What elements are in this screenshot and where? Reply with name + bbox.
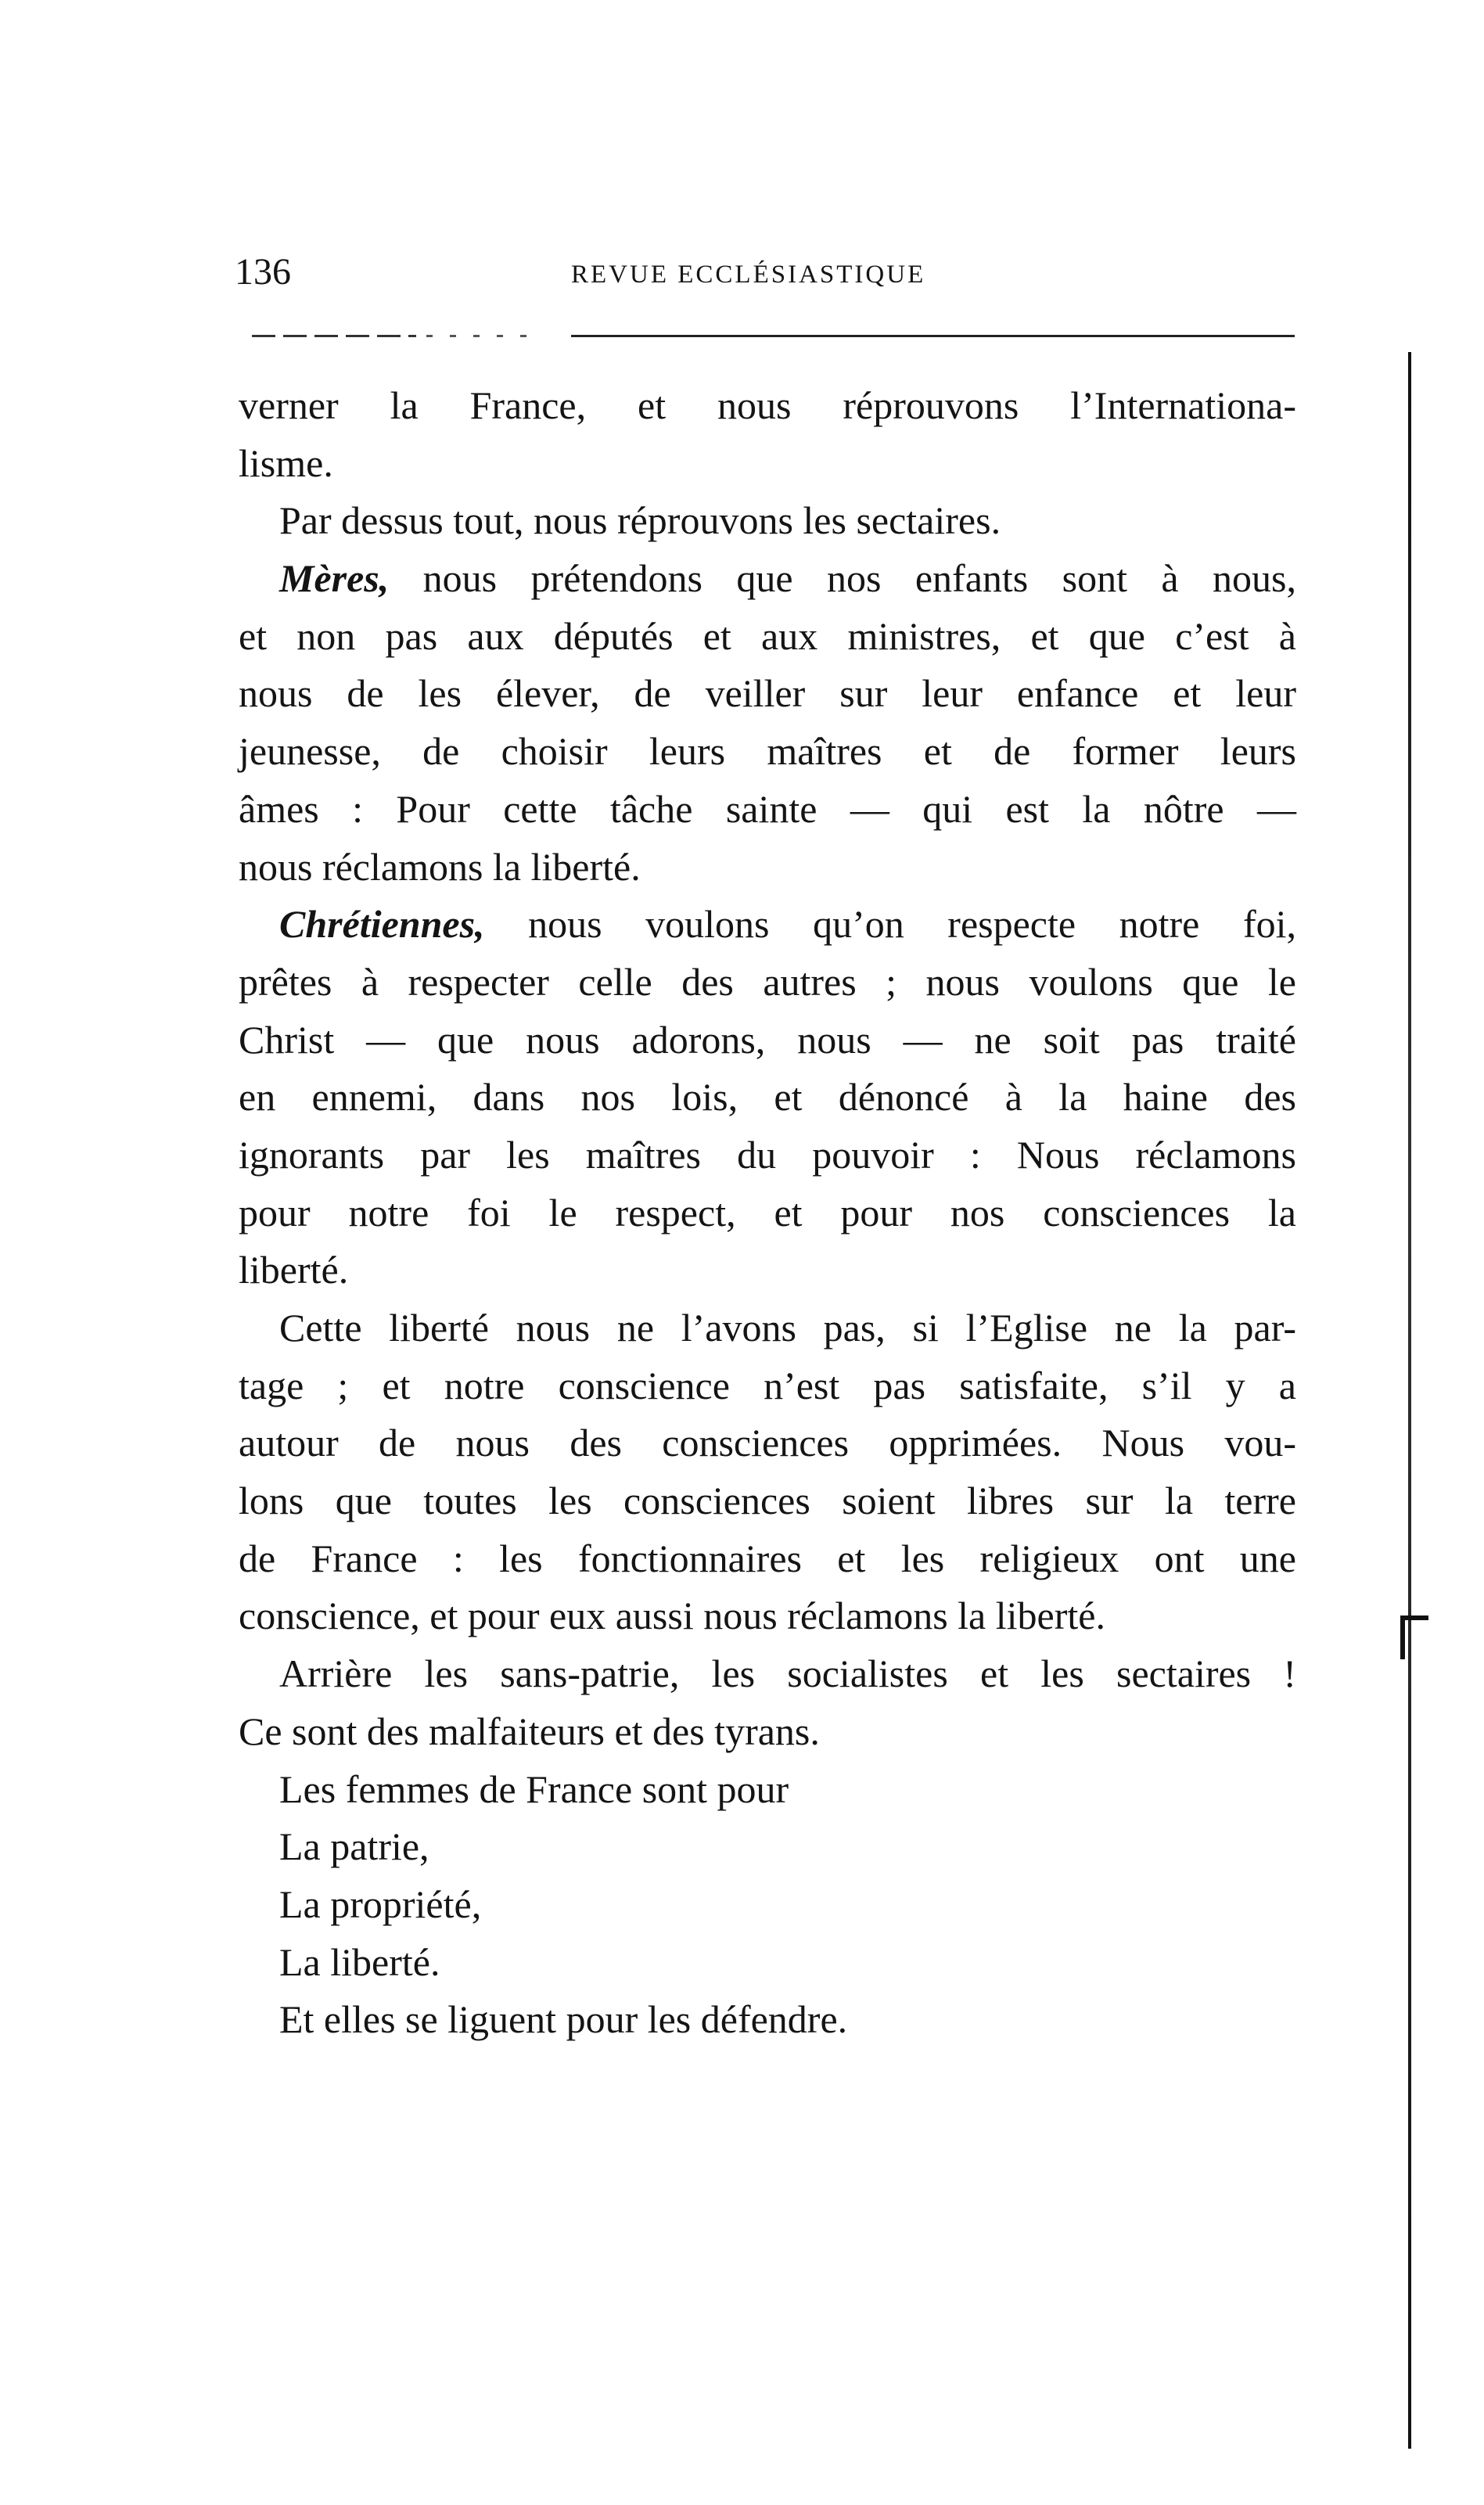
binding-mark — [1400, 1615, 1428, 1659]
list-line: La liberté. — [279, 1939, 440, 1984]
text-line: lons que toutes les consciences soient libres sur la terre — [239, 1479, 1296, 1523]
body-text — [239, 377, 1296, 2049]
header-rule-right — [571, 335, 1295, 337]
text-line: jeunesse, de choisir leurs maîtres et de former leurs — [239, 729, 1296, 774]
text-line — [239, 896, 1296, 954]
running-head: REVUE ECCLÉSIASTIQUE — [571, 261, 926, 289]
text-line: verner la France, et nous réprouvons l’Internationa- — [239, 383, 1296, 427]
text-line: ignorants par les maîtres du pouvoir : Nous réclamons — [239, 1132, 1296, 1177]
page-header — [235, 249, 1299, 296]
text-run: nous prétendons que nos enfants sont à nous, — [389, 556, 1296, 601]
list-line: La patrie, — [279, 1824, 429, 1869]
page-number: 136 — [235, 251, 291, 293]
header-rule-left — [252, 335, 416, 337]
text-line: Christ — que nous adorons, nous — ne soit pas traité — [239, 1017, 1296, 1062]
text-line: autour de nous des consciences opprimées. Nous vou- — [239, 1421, 1296, 1465]
text-run: nous voulons qu’on respecte notre foi, — [484, 902, 1296, 947]
header-rule-middle — [426, 335, 536, 337]
text-line: nous de les élever, de veiller sur leur enfance et leur — [239, 671, 1296, 716]
text-line: de France : les fonctionnaires et les religieux ont une — [239, 1536, 1296, 1580]
text-line: Arrière les sans-patrie, les socialistes et les sectaires ! — [279, 1651, 1296, 1696]
emphasis-lead: Mères, — [279, 556, 390, 601]
text-line: Par dessus tout, nous réprouvons les sectaires. — [279, 498, 1001, 543]
text-line: en ennemi, dans nos lois, et dénoncé à la haine des — [239, 1075, 1296, 1120]
text-line: nous réclamons la liberté. — [239, 844, 641, 889]
text-line — [239, 550, 1296, 608]
text-line: Et elles se liguent pour les défendre. — [279, 1997, 848, 2042]
text-line: tage ; et notre conscience n’est pas satisfaite, s’il y a — [239, 1363, 1296, 1407]
text-line: conscience, et pour eux aussi nous réclamons la liberté. — [239, 1594, 1105, 1638]
text-line: Ce sont des malfaiteurs et des tyrans. — [239, 1709, 820, 1753]
text-line: Les femmes de France sont pour — [279, 1766, 789, 1811]
text-line: Cette liberté nous ne l’avons pas, si l’Eglise ne la par- — [279, 1306, 1296, 1350]
text-line: pour notre foi le respect, et pour nos consciences la — [239, 1190, 1296, 1235]
text-line: âmes : Pour cette tâche sainte — qui est la nôtre — — [239, 786, 1296, 831]
list-line: La propriété, — [279, 1881, 482, 1926]
emphasis-lead: Chrétiennes, — [279, 902, 485, 947]
text-line: liberté. — [239, 1248, 349, 1292]
text-line: lisme. — [239, 440, 333, 485]
text-line: prêtes à respecter celle des autres ; nous voulons que le — [239, 959, 1296, 1004]
text-line: et non pas aux députés et aux ministres, et que c’est à — [239, 613, 1296, 658]
binding-edge — [1408, 352, 1411, 2449]
